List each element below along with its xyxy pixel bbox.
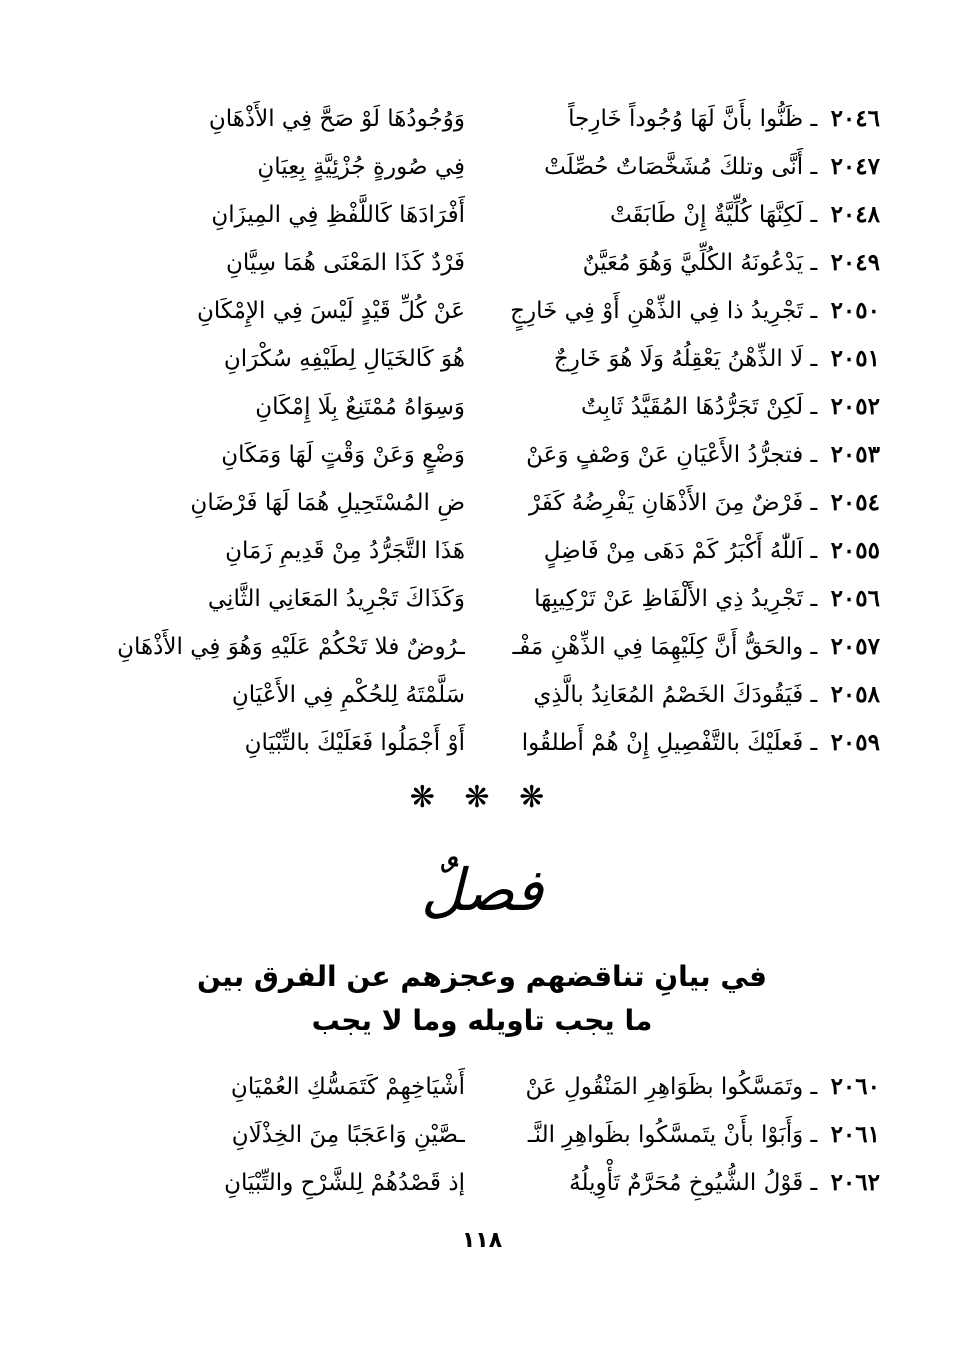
asterism-separator: ❋ ❋ ❋	[409, 780, 555, 815]
verse-number: ٢٠٥٤	[830, 489, 880, 516]
verse-number: ٢٠٥٢	[830, 393, 880, 420]
verse-first-text: فَيَقُودَكَ الخَصْمُ المُعَانِدُ بالَّذِي	[533, 682, 804, 708]
verse-first-hemistich: ٢٠٤٧ ـ أَنَّى وتلكَ مُشَخَّصَاتٌ حُصِّلَتْ	[544, 153, 880, 180]
verse-first-hemistich: ٢٠٥٨ ـ فَيَقُودَكَ الخَصْمُ المُعَانِدُ بالَّذِي	[533, 681, 880, 708]
verse-number: ٢٠٤٨	[830, 201, 880, 228]
verse-second-hemistich: ـرُوضٌ فلا تَحْكُمْ عَلَيْهِ وَهُوَ فِي الأَذْهَانِ	[117, 634, 465, 660]
verse-second-hemistich: أَوْ أَجْمَلُوا فَعَلَيْكَ بالتِّبْيَانِ	[244, 730, 465, 756]
verse-second-hemistich: سَلَّمْتَهُ لِلحُكْمِ فِي الأَعْيَانِ	[231, 682, 465, 708]
verse-first-hemistich: ٢٠٥١ ـ لَا الذِّهْنُ يَعْقِلُهُ وَلَا هُوَ خَارِجٌ	[553, 345, 880, 372]
verse-number: ٢٠٦٢	[830, 1169, 880, 1196]
verse-row	[80, 191, 880, 239]
verse-first-hemistich: ٢٠٥٢ ـ لَكِنْ تَجَرُّدُهَا المُقَيَّدُ ثَابِتٌ	[580, 393, 880, 420]
verse-first-hemistich: ٢٠٥٣ ـ فتجرُّدُ الأَعْيَانِ عَنْ وَصْفٍ وَعَنْ	[526, 441, 880, 468]
verse-second-hemistich: أَشْيَاخِهِمْ كَتَمَسُّكِ العُمْيَانِ	[230, 1074, 465, 1100]
verse-first-hemistich: ٢٠٤٨ ـ لَكِنَّهَا كُلِّيَّةٌ إِنْ طَابَقَتْ	[609, 201, 880, 228]
verse-number: ٢٠٥٣	[830, 441, 880, 468]
verse-first-text: لَكِنَّهَا كُلِّيَّةٌ إِنْ طَابَقَتْ	[609, 202, 804, 228]
verse-row	[80, 95, 880, 143]
verse-first-text: فَعلَيْكَ بالتَّفْصِيلِ إِنْ هُمْ أَطلقُوا	[521, 730, 804, 756]
heading-line-2: ما يجب تاويله وما لا يجب	[311, 1004, 653, 1037]
verse-number: ٢٠٦١	[830, 1121, 880, 1148]
verse-first-text: وَأَبَوْا بأَنْ يتَمسَّكُوا بظَواهِرِ النَّـ	[527, 1122, 804, 1148]
section-title-fasl: فصلٌ	[421, 856, 543, 924]
verse-first-hemistich: ٢٠٥٧ ـ والحَقُّ أَنَّ كِلَيْهِمَا فِي الذِّهْنِ مَفْـ	[512, 633, 880, 660]
verse-number: ٢٠٤٦	[830, 105, 880, 132]
verse-row	[80, 479, 880, 527]
verse-second-hemistich: أَفْرَادَهَا كَاللَّفْظِ فِي المِيزَانِ	[211, 202, 465, 228]
verse-first-hemistich: ٢٠٤٩ ـ يَدْعُونَهُ الكُلِّيَّ وَهُوَ مُعَيَّنٌ	[582, 249, 880, 276]
verse-first-text: قَوْلُ الشُّيُوخِ مُحَرَّمٌ تَأْوِيلُهُ	[569, 1170, 804, 1196]
verse-second-hemistich: إذ قَصْدُهُمْ لِلشَّرْحِ والتِّبْيَانِ	[224, 1170, 465, 1196]
verse-first-hemistich: ٢٠٥٤ ـ فَرْضٌ مِنَ الأَذْهَانِ يَفْرِضُهُ كَفَرْ	[529, 489, 880, 516]
verse-first-hemistich: ٢٠٦٠ ـ وتَمَسَّكُوا بظَوَاهِرِ المَنْقُولِ عَنْ	[525, 1073, 880, 1100]
verse-number: ٢٠٦٠	[830, 1073, 880, 1100]
verse-row	[80, 1063, 880, 1111]
verse-first-hemistich: ٢٠٥٥ ـ اَللّٰهُ أَكْبَرُ كَمْ دَهَى مِنْ فَاضِلٍ	[543, 537, 880, 564]
verse-number: ٢٠٤٩	[830, 249, 880, 276]
verse-row	[80, 335, 880, 383]
verse-number: ٢٠٥٩	[830, 729, 880, 756]
verse-number: ٢٠٥٥	[830, 537, 880, 564]
verse-first-text: ظَنُّوا بأَنَّ لَهَا وُجُوداً خَارِجاً	[568, 106, 804, 132]
verse-second-hemistich: ضِ المُسْتَحِيلِ هُمَا لَهَا فَرْضَانِ	[190, 490, 465, 516]
verse-second-hemistich: عَنْ كُلِّ قَيْدٍ لَيْسَ فِي الإِمْكَانِ	[196, 298, 465, 324]
verse-row	[80, 239, 880, 287]
verse-number: ٢٠٥٨	[830, 681, 880, 708]
verse-first-text: تَجْرِيدُ ذِي الأَلْفَاظِ عَنْ تَرْكِيبِهَا	[534, 586, 804, 612]
verse-number: ٢٠٤٧	[830, 153, 880, 180]
verse-row	[80, 143, 880, 191]
verse-block-after	[80, 1063, 880, 1207]
verse-row	[80, 575, 880, 623]
verse-row	[80, 287, 880, 335]
verse-first-text: لَكِنْ تَجَرُّدُهَا المُقَيَّدُ ثَابِتٌ	[580, 394, 804, 420]
verse-row	[80, 719, 880, 767]
verse-first-hemistich: ٢٠٥٠ ـ تَجْرِيدُ ذا فِي الذِّهْنِ أَوْ فِي خَارِجٍ	[510, 297, 880, 324]
verse-block-before	[80, 95, 880, 767]
verse-first-text: فَرْضٌ مِنَ الأَذْهَانِ يَفْرِضُهُ كَفَرْ	[529, 490, 804, 516]
verse-number: ٢٠٥١	[830, 345, 880, 372]
verse-row	[80, 623, 880, 671]
verse-second-hemistich: هَذَا التَّجَرُّدُ مِنْ قَدِيمِ زَمَانِ	[225, 538, 465, 564]
verse-row	[80, 671, 880, 719]
verse-second-hemistich: وَوُجُودُهَا لَوْ صَحَّ فِي الأَذْهَانِ	[208, 106, 465, 132]
verse-row	[80, 431, 880, 479]
verse-number: ٢٠٥٦	[830, 585, 880, 612]
verse-first-text: أَنَّى وتلكَ مُشَخَّصَاتٌ حُصِّلَتْ	[544, 154, 804, 180]
heading-line-1: في بيانِ تناقضهم وعجزهم عن الفرق بين	[196, 960, 767, 993]
verse-row	[80, 1111, 880, 1159]
verse-second-hemistich: ـصَّيْنِ وَاعَجَبًا مِنَ الخِذْلَانِ	[231, 1122, 465, 1148]
section-heading	[0, 955, 964, 1043]
verse-row	[80, 383, 880, 431]
verse-first-hemistich: ٢٠٦١ ـ وَأَبَوْا بأَنْ يتَمسَّكُوا بظَواهِرِ النَّـ	[527, 1121, 880, 1148]
verse-first-text: يَدْعُونَهُ الكُلِّيَّ وَهُوَ مُعَيَّنٌ	[582, 250, 804, 276]
verse-second-hemistich: وَضْعٍ وَعَنْ وَقْتٍ لَهَا وَمَكَانِ	[221, 442, 465, 468]
verse-number: ٢٠٥٧	[830, 633, 880, 660]
verse-first-hemistich: ٢٠٦٢ ـ قَوْلُ الشُّيُوخِ مُحَرَّمٌ تَأْوِيلُهُ	[569, 1169, 880, 1196]
verse-first-hemistich: ٢٠٥٦ ـ تَجْرِيدُ ذِي الأَلْفَاظِ عَنْ تَرْكِيبِهَا	[534, 585, 880, 612]
verse-second-hemistich: فَرْدٌ كَذَا المَعْنَى هُمَا سِيَّانِ	[225, 250, 465, 276]
verse-second-hemistich: وَكَذَاكَ تَجْرِيدُ المَعَانِي الثَّانِي	[207, 586, 465, 612]
verse-first-text: والحَقُّ أَنَّ كِلَيْهِمَا فِي الذِّهْنِ مَفْـ	[512, 634, 804, 660]
verse-first-hemistich: ٢٠٤٦ ـ ظَنُّوا بأَنَّ لَهَا وُجُوداً خَارِجاً	[568, 105, 880, 132]
verse-first-text: تَجْرِيدُ ذا فِي الذِّهْنِ أَوْ فِي خَارِجٍ	[510, 298, 804, 324]
verse-first-hemistich: ٢٠٥٩ ـ فَعلَيْكَ بالتَّفْصِيلِ إِنْ هُمْ أَطلقُوا	[521, 729, 880, 756]
verse-second-hemistich: هُوَ كَالخَيَالِ لِطَيْفِهِ سُكْرَانِ	[223, 346, 465, 372]
verse-first-text: وتَمَسَّكُوا بظَوَاهِرِ المَنْقُولِ عَنْ	[525, 1074, 804, 1100]
verse-number: ٢٠٥٠	[830, 297, 880, 324]
verse-row	[80, 1159, 880, 1207]
verse-first-text: لَا الذِّهْنُ يَعْقِلُهُ وَلَا هُوَ خَارِجٌ	[553, 346, 804, 372]
verse-first-text: فتجرُّدُ الأَعْيَانِ عَنْ وَصْفٍ وَعَنْ	[526, 442, 804, 468]
verse-row	[80, 527, 880, 575]
page-number: ١١٨	[461, 1228, 503, 1253]
verse-second-hemistich: فِي صُورةٍ جُزْئِيَّةٍ بِعِيَانِ	[257, 154, 465, 180]
verse-first-text: اَللّٰهُ أَكْبَرُ كَمْ دَهَى مِنْ فَاضِلٍ	[543, 538, 804, 564]
verse-second-hemistich: وَسِوَاهُ مُمْتَنِعٌ بِلَا إِمْكَانِ	[255, 394, 465, 420]
